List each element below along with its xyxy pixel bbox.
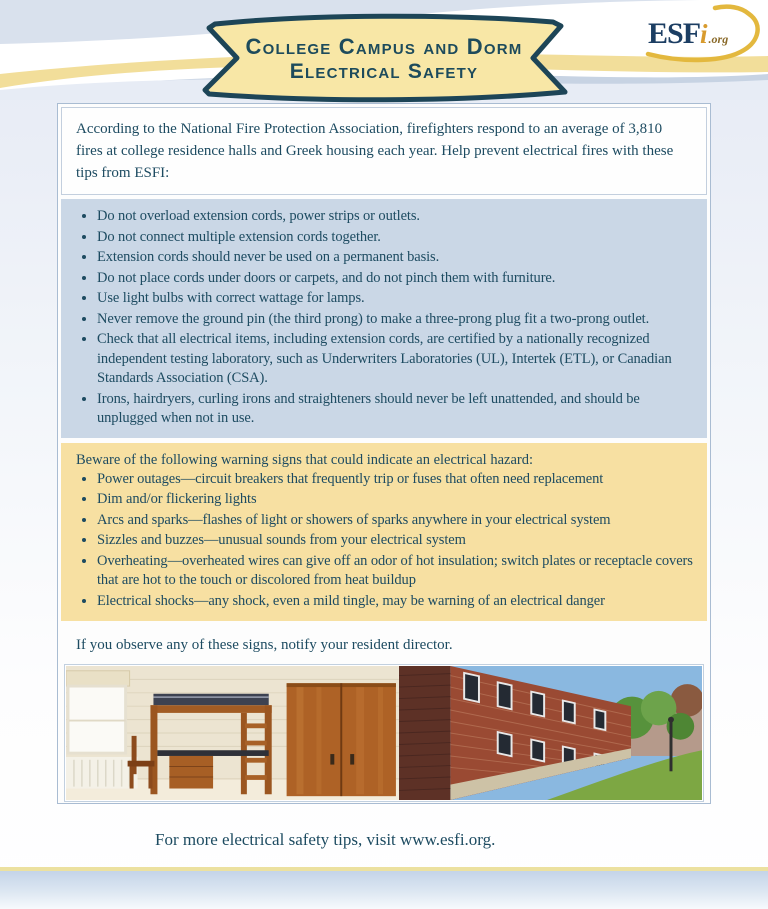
banner-title [193,8,575,108]
esfi-logo [645,4,765,66]
tip-item: • Do not overload extension cords, power strips or outlets. [97,207,699,227]
logo-text [648,17,728,51]
warning-item: • Arcs and sparks—flashes of light or showers of sparks anywhere in your electrical system [97,511,699,531]
photo-strip [64,664,704,802]
residence-hall-photo [399,666,702,800]
logo-esf: ESF [648,17,701,50]
tips-section [61,199,707,438]
tip-item: • Irons, hairdryers, curling irons and straighteners should never be left unattended, and should be unplugged when not in use. [97,390,699,429]
tip-item: • Do not connect multiple extension cords together. [97,228,699,248]
warning-item: • Power outages—circuit breakers that frequently trip or fuses that often need replacement [97,470,699,490]
bottom-wave-band [0,871,768,909]
content-panel [57,103,711,804]
tip-item: • Extension cords should never be used on a permanent basis. [97,248,699,268]
tip-item: • Never remove the ground pin (the third prong) to make a three-prong plug fit a two-prong outlet. [97,310,699,330]
banner-title-line2: Electrical Safety [289,59,479,83]
logo-org: .org [708,32,729,46]
warnings-list [61,470,707,612]
banner-title-line1: College Campus and Dorm [245,34,523,60]
tip-item: • Check that all electrical items, including extension cords, are certified by a nationally recognized independent testing laboratory, such as Underwriters Laboratories (UL), Intertek (ETL), or Canadian Standards Association (CSA). [97,330,699,389]
footer-note: For more electrical safety tips, visit www.esfi.org. [155,830,496,849]
warning-item: • Dim and/or flickering lights [97,490,699,510]
warnings-lead: Beware of the following warning signs that could indicate an electrical hazard: [76,451,533,468]
tips-list [61,207,707,429]
title-banner [193,8,575,108]
logo-i: i [700,19,708,49]
intro-box [61,107,707,195]
tip-item: • Use light bulbs with correct wattage for lamps. [97,289,699,309]
warning-item: • Sizzles and buzzes—unusual sounds from your electrical system [97,531,699,551]
warnings-section [61,443,707,622]
warning-item: • Overheating—overheated wires can give off an odor of hot insulation; switch plates or receptacle covers that are hot to the touch or discolored from heat buildup [97,552,699,591]
intro-text: According to the National Fire Protection Association, firefighters respond to an average of 3,810 fires at college residence halls and Greek housing each year. Help prevent electrical fires with these tips from ESFI: [76,121,674,181]
warning-item: • Electrical shocks—any shock, even a mild tingle, may be warning of an electrical danger [97,592,699,612]
notice-text: If you observe any of these signs, notify your resident director. [76,637,453,653]
tip-item: • Do not place cords under doors or carpets, and do not pinch them with furniture. [97,269,699,289]
dorm-room-photo [66,666,399,800]
